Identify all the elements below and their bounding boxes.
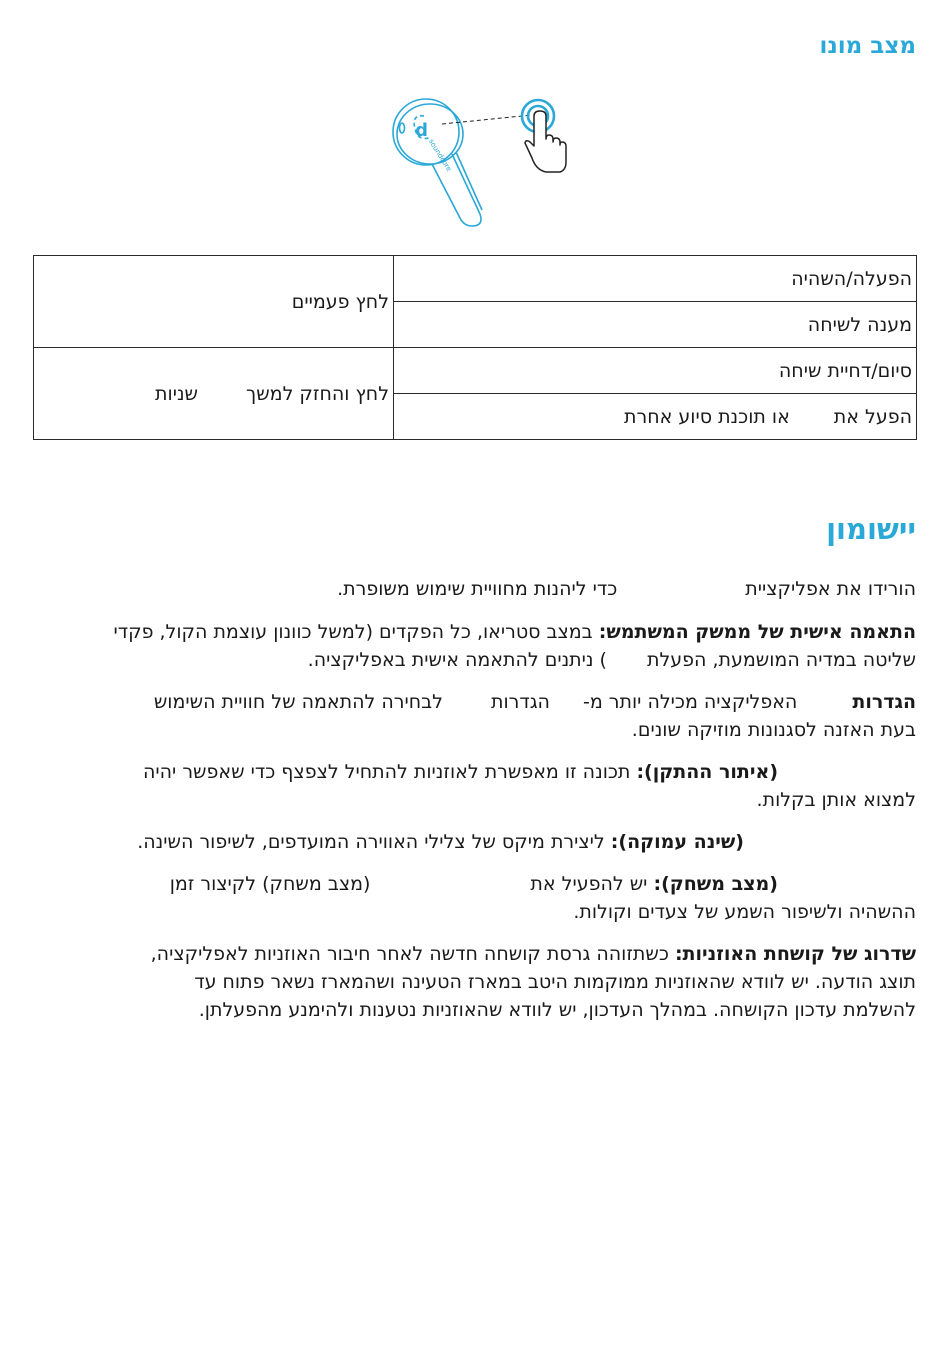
firmware-upgrade-paragraph (32, 940, 916, 1024)
find-device-heading: (איתור ההתקן): (636, 761, 778, 783)
hand-pointer-icon (525, 111, 566, 172)
assistant-activate-label: הפעל את (833, 405, 912, 428)
controls-table (33, 255, 917, 440)
eq-settings-heading: הגדרות (852, 691, 916, 713)
assistant-other-label: או תוכנת סיוע אחרת (624, 405, 790, 428)
action-play-pause: הפעלה/השהיה (394, 256, 917, 302)
action-end-reject-call: סיום/דחיית שיחה (394, 348, 917, 394)
action-activate-assistant (394, 394, 917, 440)
eq-settings-text-d: בעת האזנה לסגנונות מוזיקה שונים. (631, 719, 916, 741)
firmware-upgrade-text-b: תוצג הודעה. יש לוודא שהאוזניות ממוקמות היטב במארז הטעינה ושהמארז נשאר פתוח עד (194, 971, 916, 993)
game-mode-text-a: יש להפעיל את (530, 873, 648, 895)
game-mode-heading: (מצב משחק): (653, 873, 778, 895)
ui-customization-text-a: במצב סטריאו, כל הפקדים (למשל כוונון עוצמת הקול, פקדי (113, 621, 593, 643)
app-section-title: יישומון (826, 512, 916, 546)
eq-settings-text-a: האפליקציה מכילה יותר מ- (582, 691, 798, 713)
firmware-upgrade-heading: שדרוג של קושחת האוזניות: (674, 943, 916, 965)
eq-settings-text-b: הגדרות (490, 691, 550, 713)
gesture-double-press: לחץ פעמיים (34, 256, 394, 348)
svg-text:d: d (415, 120, 428, 141)
game-mode-paragraph (32, 870, 916, 926)
action-answer-call: מענה לשיחה (394, 302, 917, 348)
deep-sleep-heading: (שינה עמוקה): (610, 831, 744, 853)
table-row (34, 256, 917, 302)
eq-settings-paragraph (32, 688, 916, 744)
gesture-press-hold-label: לחץ והחזק למשך (246, 382, 389, 405)
ui-customization-text-c: ) ניתנים להתאמה אישית באפליקציה. (307, 649, 607, 671)
ui-customization-paragraph (32, 618, 916, 674)
firmware-upgrade-text-c: להשלמת עדכון הקושחה. במהלך העדכון, יש לוודא שהאוזניות נטענות ולהימנע מהפעלתן. (198, 999, 916, 1021)
mono-mode-title: מצב מונו (819, 33, 916, 59)
gesture-press-hold (34, 348, 394, 440)
game-mode-text-c: ההשהיה ולשיפור השמע של צעדים וקולות. (573, 901, 916, 923)
ui-customization-text-b: שליטה במדיה המושמעת, הפעלת (646, 649, 916, 671)
game-mode-text-b: (מצב משחק) לקיצור זמן (169, 873, 371, 895)
find-device-paragraph (32, 758, 916, 814)
earbud-double-tap-illustration (380, 92, 580, 232)
table-row (34, 348, 917, 394)
firmware-upgrade-text-a: כשתזוהה גרסת קושחה חדשה לאחר חיבור האוזניות לאפליקציה, (150, 943, 669, 965)
brand-logo: soundcore (426, 137, 453, 173)
find-device-text-b: למצוא אותן בקלות. (756, 789, 916, 811)
find-device-text-a: תכונה זו מאפשרת לאוזניות להתחיל לצפצף כדי שאפשר יהיה (142, 761, 631, 783)
app-download-text-b: כדי ליהנות מחוויית שימוש משופרת. (337, 578, 618, 600)
eq-settings-text-c: לבחירה להתאמה של חוויית השימוש (153, 691, 443, 713)
deep-sleep-text-a: ליצירת מיקס של צלילי האווירה המועדפים, לשיפור השינה. (137, 831, 605, 853)
earbud-icon (393, 99, 482, 226)
deep-sleep-paragraph (32, 828, 916, 856)
gesture-seconds-label: שניות (155, 382, 199, 405)
app-download-paragraph (32, 575, 916, 603)
app-download-text-a: הורידו את אפליקציית (745, 578, 916, 600)
ui-customization-heading: התאמה אישית של ממשק המשתמש: (598, 621, 916, 643)
